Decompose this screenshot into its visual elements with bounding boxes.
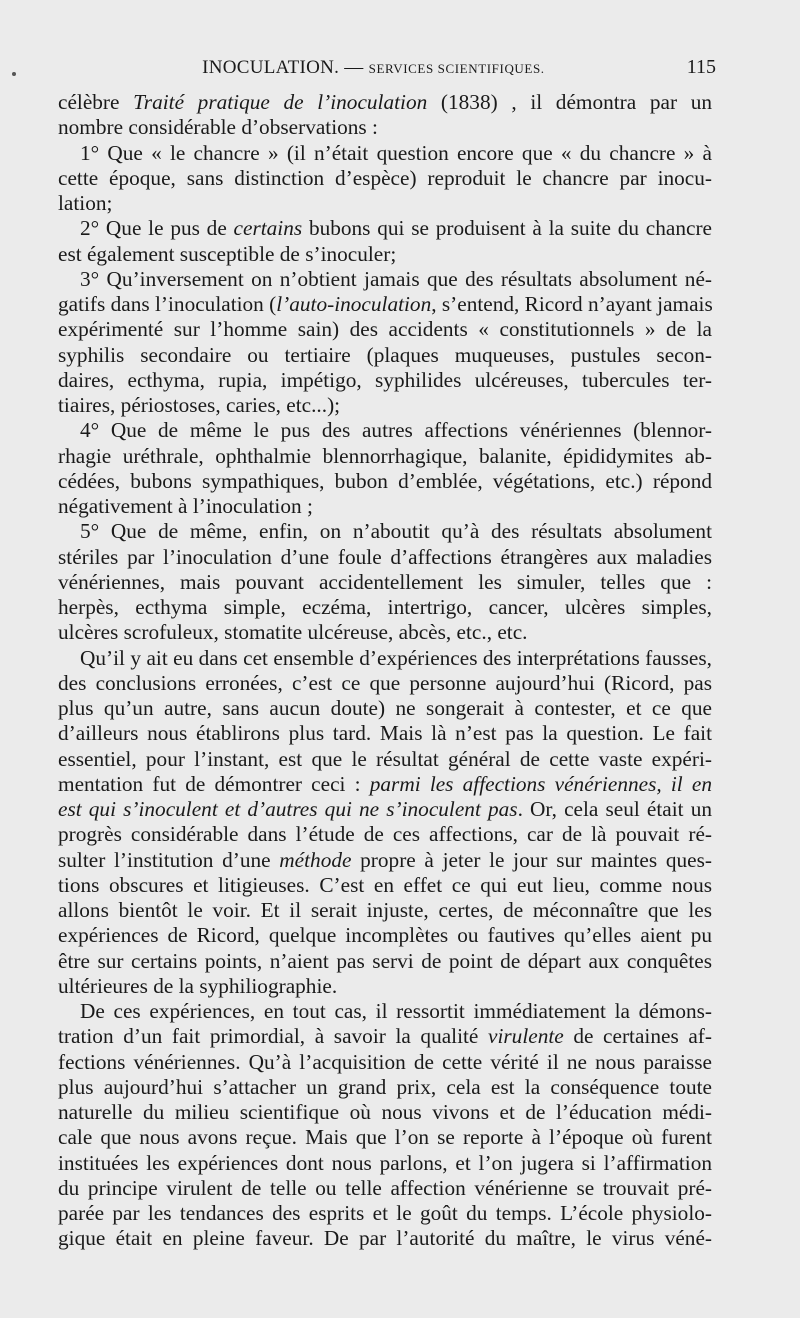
text-segment: 3° Qu’inversement on n’obtient jamais que des résultats absolument né-: [80, 266, 712, 291]
text-line: [58, 166, 712, 191]
italic-text: l’auto-inoculation: [276, 292, 432, 316]
text-line: [58, 747, 712, 772]
text-segment: du principe virulent de telle ou telle affection vénérienne se trouvait pré-: [58, 1175, 712, 1200]
running-head-dash: —: [344, 57, 364, 78]
text-line: [58, 1226, 712, 1251]
text-segment: être sur certains points, n’aient pas servi de point de départ aux conquêtes: [58, 948, 712, 973]
text-segment: sulter l’institution d’une: [58, 847, 280, 872]
text-segment: tiaires, périostoses, caries, etc...);: [58, 393, 341, 417]
text-segment: plus aujourd’hui s’attacher un grand prix, cela est la conséquence toute: [58, 1074, 712, 1099]
text-line: [58, 444, 712, 469]
text-line: [58, 1075, 712, 1100]
text-segment: négativement à l’inoculation ;: [58, 494, 313, 518]
text-segment: expérimenté sur l’homme sain) des accidents « constitutionnels » de la: [58, 317, 712, 342]
text-line: [58, 1024, 712, 1049]
text-segment: stériles par l’inoculation d’une foule d’affections étrangères aux maladies: [58, 544, 712, 569]
text-segment: est également susceptible de s’inoculer;: [58, 241, 397, 266]
body-text: [58, 90, 712, 1252]
text-line: [58, 671, 712, 696]
text-segment: parée par les tendances des esprits et le goût du temps. L’école physiolo-: [58, 1201, 712, 1225]
text-line: [58, 797, 712, 822]
text-line: [58, 469, 712, 494]
text-segment: ultérieures de la syphiliographie.: [58, 973, 338, 998]
text-line: [58, 620, 712, 645]
text-segment: tration d’un fait primordial, à savoir la qualité: [58, 1024, 489, 1049]
text-line: [58, 267, 712, 292]
text-line: [58, 216, 712, 241]
text-line: [58, 1100, 712, 1125]
text-line: [58, 141, 712, 166]
text-segment: de certaines af-: [563, 1024, 712, 1049]
running-head-subtitle: SERVICES SCIENTIFIQUES.: [368, 61, 545, 76]
text-segment: 2° Que le pus de: [80, 216, 234, 241]
text-segment: herpès, ecthyma simple, eczéma, intertrigo, cancer, ulcères simples,: [58, 595, 712, 619]
text-segment: Qu’il y ait eu dans cet ensemble d’expériences des interprétations fausses,: [80, 645, 712, 670]
text-segment: . Or, cela seul était un: [517, 797, 712, 821]
text-line: [58, 595, 712, 620]
text-segment: (1838) , il démontra par un: [427, 90, 713, 114]
running-head: [60, 57, 687, 79]
text-line: [58, 494, 712, 519]
text-segment: , s’entend, Ricord n’ayant jamais: [431, 292, 713, 316]
text-segment: daires, ecthyma, rupia, impétigo, syphilides ulcéreuses, tubercules ter-: [58, 367, 712, 392]
text-segment: 1° Que « le chancre » (il n’était question encore que « du chancre » à: [80, 140, 712, 165]
text-segment: plus qu’un autre, sans aucun doute) ne songerait à contester, et ce que: [58, 696, 712, 720]
italic-text: virulente: [488, 1024, 564, 1049]
text-line: [58, 418, 712, 443]
text-line: [58, 898, 712, 923]
text-line: [58, 772, 712, 797]
page-header: [60, 56, 716, 86]
text-segment: 5° Que de même, enfin, on n’aboutit qu’à des résultats absolument: [80, 519, 712, 544]
text-line: [58, 696, 712, 721]
text-line: [58, 974, 712, 999]
text-line: [58, 873, 712, 898]
text-line: [58, 1201, 712, 1226]
text-segment: cale que nous avons reçue. Mais que l’on se reporte à l’époque où furent: [58, 1125, 712, 1150]
text-segment: expériences de Ricord, quelque incomplètes ou fautives qu’elles aient pu: [58, 923, 712, 948]
text-segment: allons bientôt le voir. Et il serait injuste, certes, de méconnaître que les: [58, 898, 712, 922]
page-number: 115: [686, 56, 716, 78]
text-segment: essentiel, pour l’instant, est que le résultat général de cette vaste expéri-: [58, 746, 712, 771]
italic-text: méthode: [279, 847, 352, 872]
text-segment: ulcères scrofuleux, stomatite ulcéreuse, abcès, etc., etc.: [58, 620, 528, 645]
text-line: [58, 292, 712, 317]
text-segment: 4° Que de même le pus des autres affections vénériennes (blennor-: [80, 418, 712, 443]
text-line: [58, 923, 712, 948]
text-segment: syphilis secondaire ou tertiaire (plaques muqueuses, pustules secon-: [58, 342, 712, 367]
italic-text: est qui s’inoculent et d’autres qui ne s’inoculent pas: [58, 797, 518, 821]
italic-text: Traité pratique de l’inoculation: [133, 90, 428, 114]
text-segment: rhagie uréthrale, ophthalmie blennorrhagique, balanite, épididymites ab-: [58, 443, 712, 468]
text-line: [58, 191, 712, 216]
text-line: [58, 848, 712, 873]
text-segment: cédées, bubons sympathiques, bubon d’emblée, végétations, etc.) répond: [58, 468, 712, 493]
text-segment: mentation fut de démontrer ceci :: [58, 771, 370, 796]
text-line: [58, 393, 712, 418]
text-line: [58, 115, 712, 140]
margin-dot: [12, 72, 16, 76]
text-line: [58, 242, 712, 267]
text-line: [58, 1125, 712, 1150]
text-segment: nombre considérable d’observations :: [58, 115, 378, 140]
text-line: [58, 343, 712, 368]
text-segment: célèbre: [58, 90, 134, 114]
text-line: [58, 545, 712, 570]
text-line: [58, 368, 712, 393]
text-segment: gique était en pleine faveur. De par l’autorité du maître, le virus véné-: [58, 1226, 712, 1251]
text-segment: tions obscures et litigieuses. C’est en effet ce qui eut lieu, comme nous: [58, 872, 712, 897]
text-segment: lation;: [58, 191, 113, 215]
text-segment: naturelle du milieu scientifique où nous vivons et de l’éducation médi-: [58, 1100, 712, 1124]
text-segment: fections vénériennes. Qu’à l’acquisition de cette vérité il ne nous paraisse: [58, 1049, 712, 1074]
italic-text: certains: [233, 216, 303, 241]
text-segment: gatifs dans l’inoculation (: [58, 292, 277, 316]
text-segment: instituées les expériences dont nous parlons, et l’on jugera si l’affirmation: [58, 1150, 712, 1175]
text-line: [58, 519, 712, 544]
text-segment: bubons qui se produisent à la suite du chancre: [302, 216, 713, 241]
text-line: [58, 90, 712, 115]
text-line: [58, 570, 712, 595]
italic-text: parmi les affections vénériennes, il en: [369, 771, 712, 796]
text-line: [58, 721, 712, 746]
text-segment: cette époque, sans distinction d’espèce) reproduit le chancre par inocu-: [58, 165, 712, 190]
text-segment: propre à jeter le jour sur maintes ques-: [351, 847, 712, 872]
text-segment: des conclusions erronées, c’est ce que personne aujourd’hui (Ricord, pas: [58, 670, 712, 695]
text-line: [58, 999, 712, 1024]
text-line: [58, 646, 712, 671]
text-segment: d’ailleurs nous établirons plus tard. Mais là n’est pas la question. Le fait: [58, 721, 712, 746]
text-segment: progrès considérable dans l’étude de ces affections, car de là pouvait ré-: [58, 822, 712, 847]
text-line: [58, 1050, 712, 1075]
text-line: [58, 317, 712, 342]
text-line: [58, 1151, 712, 1176]
text-line: [58, 822, 712, 847]
text-line: [58, 949, 712, 974]
text-segment: De ces expériences, en tout cas, il ressortit immédiatement la démons-: [80, 999, 712, 1023]
text-segment: vénériennes, mais pouvant accidentellement les simuler, telles que :: [58, 569, 712, 594]
text-line: [58, 1176, 712, 1201]
running-head-title: INOCULATION.: [202, 57, 340, 78]
